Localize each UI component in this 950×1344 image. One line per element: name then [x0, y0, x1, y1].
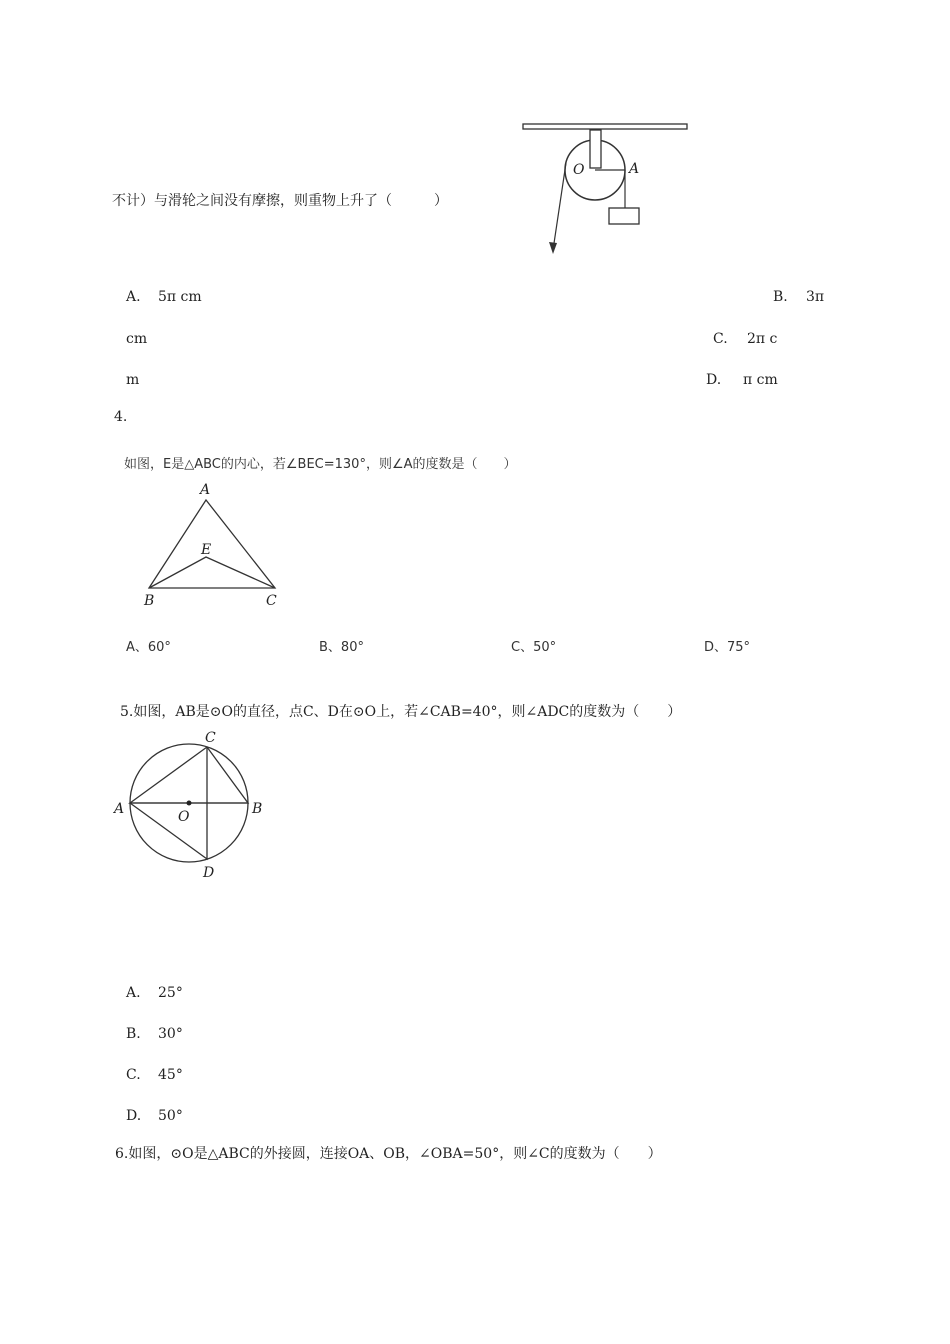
label-o: O [573, 162, 585, 178]
q5-option-a-value: 25° [158, 985, 183, 1001]
q3-option-c-label: C. [713, 331, 728, 347]
ceiling-bar [523, 124, 687, 129]
q5-stem: 5.如图，AB是⊙O的直径，点C、D在⊙O上，若∠CAB=40°，则∠ADC的度数为（ ） [120, 704, 682, 720]
q3-stem-tail: 不计）与滑轮之间没有摩擦，则重物上升了（ ） [112, 193, 448, 209]
label-e: E [201, 542, 212, 558]
q6-stem: 6.如图，⊙O是△ABC的外接圆，连接OA、OB，∠OBA=50°，则∠C的度数为（ ） [115, 1146, 662, 1162]
q3-option-c-value-2: m [126, 372, 140, 388]
arrow-head [549, 242, 557, 254]
label-c: C [266, 593, 277, 609]
q5-option-c-value: 45° [158, 1067, 183, 1083]
q4-stem: 如图，E是△ABC的内心，若∠BEC=130°，则∠A的度数是（ ） [124, 457, 517, 472]
q5-option-b-label: B. [126, 1026, 141, 1042]
q3-option-d-label: D. [706, 372, 722, 388]
q5-option-a-label: A. [126, 985, 141, 1001]
weight-block [609, 208, 639, 224]
q3-option-c-value-1: 2π c [747, 331, 778, 347]
label-c: C [205, 730, 216, 746]
label-a: A [200, 482, 211, 498]
rope-left [553, 163, 566, 250]
q4-option-d: D、75° [704, 640, 751, 655]
q4-option-a: A、60° [126, 640, 171, 655]
triangle-acb [130, 747, 248, 803]
q5-option-d-label: D. [126, 1108, 142, 1124]
label-o: O [178, 809, 190, 825]
label-a: A [114, 801, 125, 817]
label-d: D [203, 865, 215, 881]
q4-number: 4. [114, 409, 128, 425]
q3-option-b-value-1: 3π [806, 289, 825, 305]
q5-option-b-value: 30° [158, 1026, 183, 1042]
q3-option-a-value: 5π cm [158, 289, 202, 305]
circle-figure [108, 726, 268, 882]
label-b: B [252, 801, 263, 817]
center-dot [187, 801, 192, 806]
q5-option-d-value: 50° [158, 1108, 183, 1124]
q3-option-b-label: B. [773, 289, 788, 305]
triangle-figure [135, 478, 285, 614]
q3-option-b-value-2: cm [126, 331, 148, 347]
q3-option-d-value: π cm [743, 372, 778, 388]
triangle-abc [149, 500, 275, 588]
q4-option-c: C、50° [511, 640, 557, 655]
pulley-figure [515, 118, 695, 258]
label-b: B [144, 593, 155, 609]
pulley-bracket [590, 130, 601, 168]
q3-option-a-label: A. [126, 289, 141, 305]
q5-option-c-label: C. [126, 1067, 141, 1083]
label-a: A [629, 161, 640, 177]
q4-option-b: B、80° [319, 640, 364, 655]
incenter-lines [149, 557, 275, 588]
